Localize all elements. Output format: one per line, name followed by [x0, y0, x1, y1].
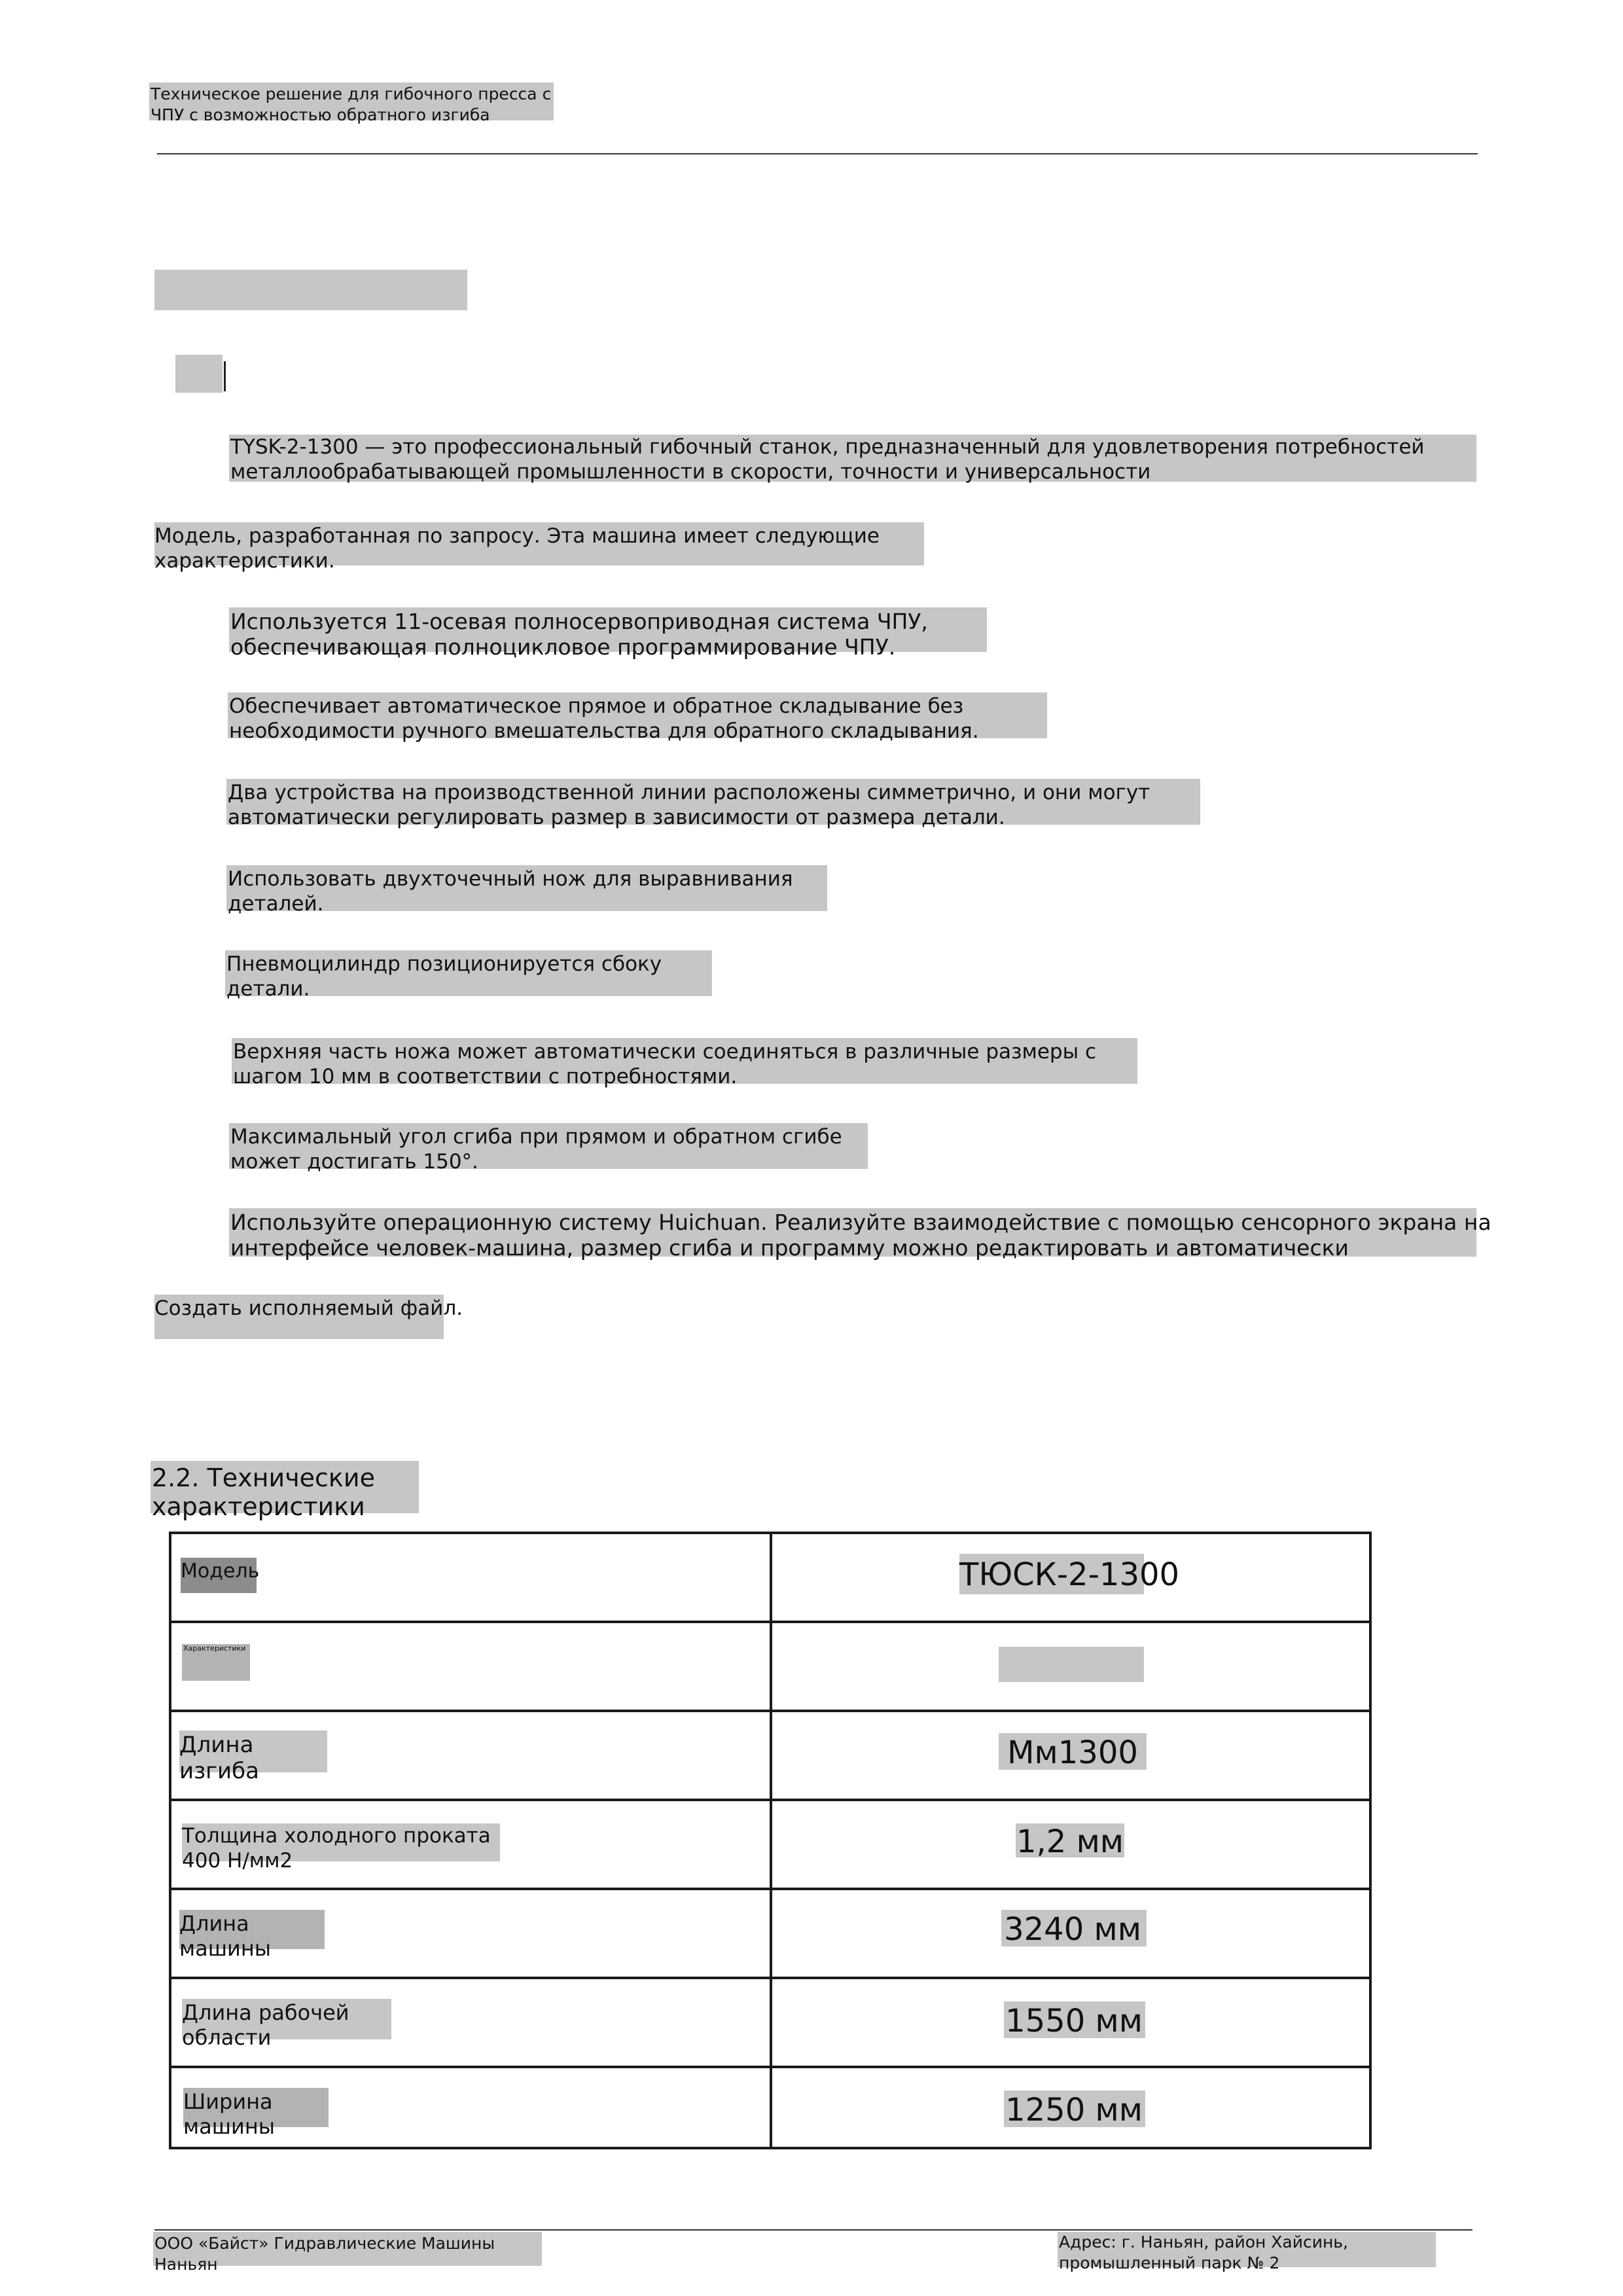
feature-line1: Максимальный угол сгиба при прямом и обратном сгибе	[230, 1125, 842, 1149]
row-value-highlight	[999, 1647, 1144, 1682]
footer-address	[1059, 2232, 1348, 2274]
row-label	[183, 2089, 275, 2139]
header-title	[151, 84, 551, 126]
footer-company-line1: ООО «Байст» Гидравлические Машины	[154, 2234, 495, 2253]
table-row	[171, 1801, 1369, 1890]
feature-line1: Верхняя часть ножа может автоматически соединяться в различные размеры с	[233, 1040, 1096, 1064]
row-value: 1250 мм	[1005, 2092, 1143, 2128]
model-line2: характеристики.	[154, 549, 335, 573]
closing-line: Создать исполняемый файл.	[154, 1297, 463, 1320]
feature-item	[229, 694, 979, 744]
footer-address-line1: Адрес: г. Наньян, район Хайсинь,	[1059, 2233, 1348, 2251]
footer-company	[154, 2233, 495, 2275]
row-value: 1,2 мм	[1016, 1823, 1124, 1860]
footer-address-line2: промышленный парк № 2	[1059, 2253, 1280, 2272]
header-rule	[157, 153, 1478, 154]
feature-item	[230, 1124, 842, 1174]
section-heading-redaction	[154, 270, 467, 310]
feature-line2: может достигать 150°.	[230, 1150, 478, 1174]
row-value: ТЮСК-2-1300	[959, 1556, 1180, 1593]
feature-line1: Используется 11-осевая полносервоприводная система ЧПУ,	[230, 609, 928, 634]
row-label-line2: машины	[179, 1936, 272, 1961]
model-line1: Модель, разработанная по запросу. Эта машина имеет следующие	[154, 524, 880, 548]
section-title-line1: 2.2. Технические	[152, 1463, 375, 1492]
model-paragraph	[154, 524, 880, 573]
feature-item	[228, 780, 1150, 830]
feature-line1: Обеспечивает автоматическое прямое и обратное складывание без	[229, 694, 964, 718]
row-label-line1: Ширина	[183, 2089, 273, 2114]
section-title	[152, 1463, 375, 1521]
feature-line2: необходимости ручного вмешательства для обратного складывания.	[229, 719, 979, 743]
row-label	[182, 1823, 491, 1873]
row-label	[179, 1732, 259, 1784]
row-label-line2: изгиба	[179, 1758, 259, 1784]
feature-line2: автоматически регулировать размер в зависимости от размера детали.	[228, 806, 1005, 829]
intro-line1: TYSK-2-1300 — это профессиональный гибочный станок, предназначенный для удовлетворения потребностей	[230, 435, 1425, 459]
intro-paragraph	[230, 435, 1425, 484]
specs-table	[169, 1532, 1372, 2149]
row-value: 1550 мм	[1005, 2003, 1143, 2039]
row-value: Мм1300	[1007, 1734, 1138, 1771]
header-title-line2: ЧПУ с возможностью обратного изгиба	[151, 105, 490, 124]
row-label	[179, 1911, 271, 1961]
subheading-redaction	[175, 355, 223, 393]
table-row	[171, 2068, 1369, 2149]
feature-line1: Пневмоцилиндр позиционируется сбоку	[226, 952, 662, 976]
feature-line1: Используйте операционную систему Huichuan. Реализуйте взаимодействие с помощью сенсорного экрана на	[230, 1210, 1491, 1235]
section-title-line2: характеристики	[152, 1492, 365, 1521]
row-label-line2: машины	[183, 2114, 276, 2139]
footer-rule	[154, 2229, 1472, 2231]
feature-line2: детали.	[226, 977, 310, 1001]
row-label	[182, 2000, 349, 2050]
feature-item	[228, 867, 793, 916]
row-label	[183, 1644, 245, 1653]
intro-line2: металлообрабатывающей промышленности в скорости, точности и универсальности	[230, 460, 1151, 484]
row-label-line1: Длина	[179, 1732, 254, 1758]
feature-item	[233, 1039, 1096, 1089]
table-row	[171, 1534, 1369, 1623]
row-label-line2: 400 Н/мм2	[182, 1849, 293, 1873]
table-row	[171, 1890, 1369, 1979]
feature-line1: Использовать двухточечный нож для выравнивания	[228, 867, 793, 891]
text-cursor	[224, 361, 226, 391]
table-row	[171, 1979, 1369, 2068]
table-row	[171, 1623, 1369, 1712]
row-label-line1: Длина	[179, 1911, 249, 1936]
row-label	[181, 1559, 259, 1584]
row-value: 3240 мм	[1004, 1911, 1141, 1948]
feature-line2: обеспечивающая полноцикловое программирование ЧПУ.	[230, 634, 896, 660]
feature-item	[226, 952, 662, 1001]
row-label-line2: области	[182, 2025, 272, 2050]
footer-company-line2: Наньян	[154, 2255, 218, 2274]
feature-line2: шагом 10 мм в соответствии с потребностями.	[233, 1065, 738, 1088]
row-label-line1: Длина рабочей	[182, 2000, 349, 2025]
feature-item	[230, 609, 928, 660]
header-title-line1: Техническое решение для гибочного пресса с	[151, 84, 552, 103]
table-row	[171, 1712, 1369, 1801]
row-label-line1: Модель	[181, 1560, 260, 1583]
feature-line2: деталей.	[228, 892, 324, 916]
row-label-line1: Характеристики	[183, 1644, 246, 1653]
row-label-line1: Толщина холодного проката	[182, 1824, 491, 1848]
feature-line2: интерфейсе человек-машина, размер сгиба и программу можно редактировать и автоматически	[230, 1235, 1349, 1261]
feature-item	[230, 1210, 1491, 1261]
feature-line1: Два устройства на производственной линии расположены симметрично, и они могут	[228, 781, 1150, 804]
